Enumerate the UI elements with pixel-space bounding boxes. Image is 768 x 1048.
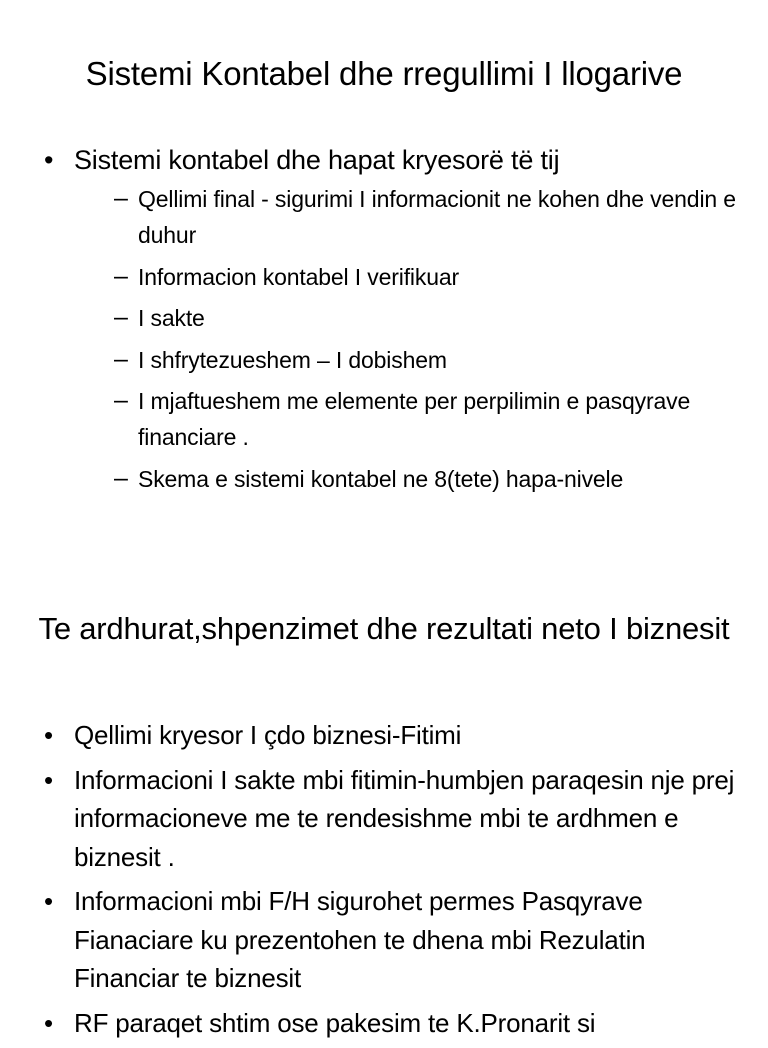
slide-2-title: Te ardhurat,shpenzimet dhe rezultati neto I biznesit — [38, 611, 730, 646]
sub-item-text: Informacion kontabel I verifikuar — [138, 263, 460, 290]
sub-item-text: I sakte — [138, 305, 205, 331]
bullet-dot-icon: • — [44, 145, 54, 175]
dash-icon: – — [114, 344, 128, 373]
dash-icon: – — [114, 184, 128, 212]
dash-icon: – — [114, 303, 128, 331]
slide-2-bullet-text: RF paraqet shtim ose pakesim te K.Pronarit si — [74, 1007, 596, 1038]
sub-item — [114, 259, 744, 295]
slide-2-bullet-text: Qellimi kryesor I çdo biznesi-Fitimi — [74, 720, 462, 750]
sub-item — [114, 461, 744, 497]
sub-item — [114, 342, 744, 378]
sub-item — [114, 181, 744, 253]
sub-item-text: Skema e sistemi kontabel ne 8(tete) hapa-nivele — [138, 465, 624, 492]
sub-item-text: I shfrytezueshem – I dobishem — [138, 346, 447, 373]
slide-1-bullet-list — [44, 141, 744, 502]
sub-item — [114, 383, 744, 455]
bullet-dot-icon: • — [44, 720, 53, 750]
slide-2-bullet — [44, 761, 744, 877]
slide-1-main-bullet-text: Sistemi kontabel dhe hapat kryesorë të tij — [74, 145, 560, 175]
slide-2-bullet-text: Informacioni I sakte mbi fitimin-humbjen paraqesin nje prej informacioneve me te rendesishme mbi te ardhmen e biznesit . — [74, 764, 735, 872]
dash-icon: – — [114, 261, 128, 290]
sub-item — [114, 300, 744, 336]
slide-2-bullet-list — [44, 716, 744, 1048]
dash-icon: – — [114, 386, 128, 414]
slide-2-bullet — [44, 882, 744, 998]
sub-item-text: Qellimi final - sigurimi I informacionit ne kohen dhe vendin e duhur — [138, 186, 736, 248]
slide-1-title: Sistemi Kontabel dhe rregullimi I llogarive — [85, 55, 683, 92]
slide-2-bullet — [44, 1004, 744, 1043]
bullet-dot-icon: • — [44, 764, 53, 795]
bullet-dot-icon: • — [44, 1007, 53, 1038]
bullet-dot-icon: • — [44, 886, 53, 916]
dash-icon: – — [114, 463, 128, 492]
slide-1-main-bullet — [44, 141, 744, 497]
sub-item-text: I mjaftueshem me elemente per perpilimin e pasqyrave financiare . — [138, 388, 691, 450]
slide-1-sub-list — [114, 181, 744, 497]
slide-2-bullet-text: Informacioni mbi F/H sigurohet permes Pasqyrave Fianaciare ku prezentohen te dhena mbi Rezulatin Financiar te biznesit — [74, 886, 646, 993]
slide-2-bullet — [44, 716, 744, 755]
